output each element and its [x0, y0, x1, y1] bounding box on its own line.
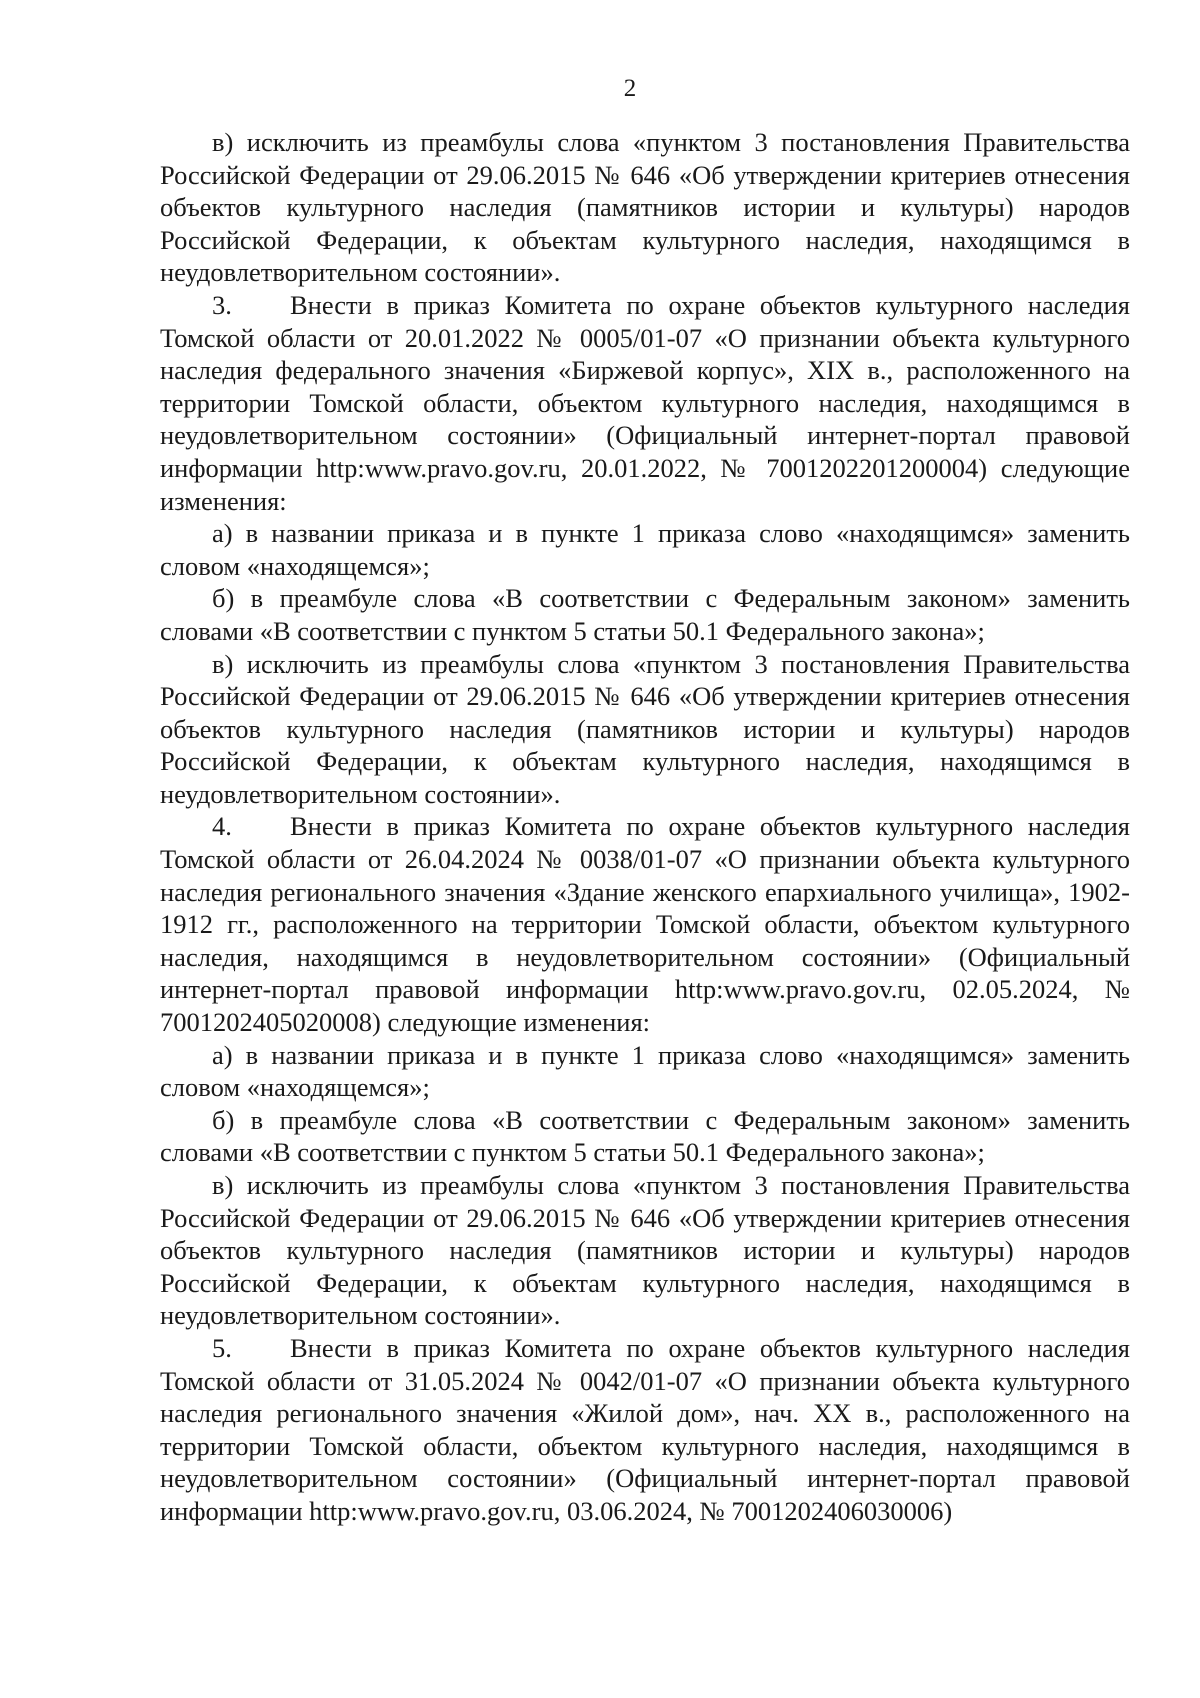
paragraph-3b [160, 582, 1130, 647]
paragraph-4v [160, 1169, 1130, 1332]
paragraph-text: а) в названии приказа и в пункте 1 приказа слово «находящимся» заменить словом «находящемся»; [160, 518, 1130, 581]
paragraph-text: в) исключить из преамбулы слова «пунктом 3 постановления Правительства Российской Федерации от 29.06.2015 № 646 «Об утверждении критериев отнесения объектов культурного наследия (памятников истории и культуры) народов Российской Федерации, к объектам культурного наследия, находящимся в неудовлетворительном состоянии». [160, 648, 1130, 809]
paragraph-2v [160, 126, 1130, 289]
paragraph-text: б) в преамбуле слова «В соответствии с Федеральным законом» заменить словами «В соответствии с пунктом 5 статьи 50.1 Федерального закона»; [160, 1104, 1130, 1168]
paragraph-text: б) в преамбуле слова «В соответствии с Федеральным законом» заменить словами «В соответствии с пунктом 5 статьи 50.1 Федерального закона»; [160, 583, 1130, 646]
item-number: 4. [212, 811, 232, 842]
paragraph-text: в) исключить из преамбулы слова «пунктом 3 постановления Правительства Российской Федерации от 29.06.2015 № 646 «Об утверждении критериев отнесения объектов культурного наследия (памятников истории и культуры) народов Российской Федерации, к объектам культурного наследия, находящимся в неудовлетворительном состоянии». [160, 127, 1130, 288]
paragraph-item-3 [160, 289, 1130, 517]
paragraph-text: Внести в приказ Комитета по охране объектов культурного наследия Томской области от 26.04.2024 № 0038/01-07 «О признании объекта культурного наследия регионального значения «Здание женского епархиального училища», 1902-1912 гг., расположенного на территории Томской области, объектом культурного наследия, находящимся в неудовлетворительном состоянии» (Официальный интернет-портал правовой информации http:www.pravo.gov.ru, 02.05.2024, № 7001202405020008) следующие изменения: [160, 811, 1130, 1038]
paragraph-3v [160, 648, 1130, 811]
paragraph-item-4 [160, 810, 1130, 1038]
document-body [160, 126, 1130, 1528]
paragraph-text: Внести в приказ Комитета по охране объектов культурного наследия Томской области от 31.05.2024 № 0042/01-07 «О признании объекта культурного наследия регионального значения «Жилой дом», нач. XX в., расположенного на территории Томской области, объектом культурного наследия, находящимся в неудовлетворительном состоянии» (Официальный интернет-портал правовой информации http:www.pravo.gov.ru, 03.06.2024, № 7001202406030006) [160, 1332, 1130, 1526]
item-number: 5. [212, 1332, 232, 1363]
paragraph-text: в) исключить из преамбулы слова «пунктом 3 постановления Правительства Российской Федерации от 29.06.2015 № 646 «Об утверждении критериев отнесения объектов культурного наследия (памятников истории и культуры) народов Российской Федерации, к объектам культурного наследия, находящимся в неудовлетворительном состоянии». [160, 1170, 1130, 1331]
paragraph-text: Внести в приказ Комитета по охране объектов культурного наследия Томской области от 20.01.2022 № 0005/01-07 «О признании объекта культурного наследия федерального значения «Биржевой корпус», XIX в., расположенного на территории Томской области, объектом культурного наследия, находящимся в неудовлетворительном состоянии» (Официальный интернет-портал правовой информации http:www.pravo.gov.ru, 20.01.2022, № 7001202201200004) следующие изменения: [160, 289, 1130, 516]
paragraph-text: а) в названии приказа и в пункте 1 приказа слово «находящимся» заменить словом «находящемся»; [160, 1039, 1130, 1103]
paragraph-item-5 [160, 1332, 1130, 1528]
paragraph-4a [160, 1039, 1130, 1104]
paragraph-3a [160, 517, 1130, 582]
page-number: 2 [623, 75, 637, 102]
item-number: 3. [212, 289, 232, 320]
paragraph-4b [160, 1104, 1130, 1169]
